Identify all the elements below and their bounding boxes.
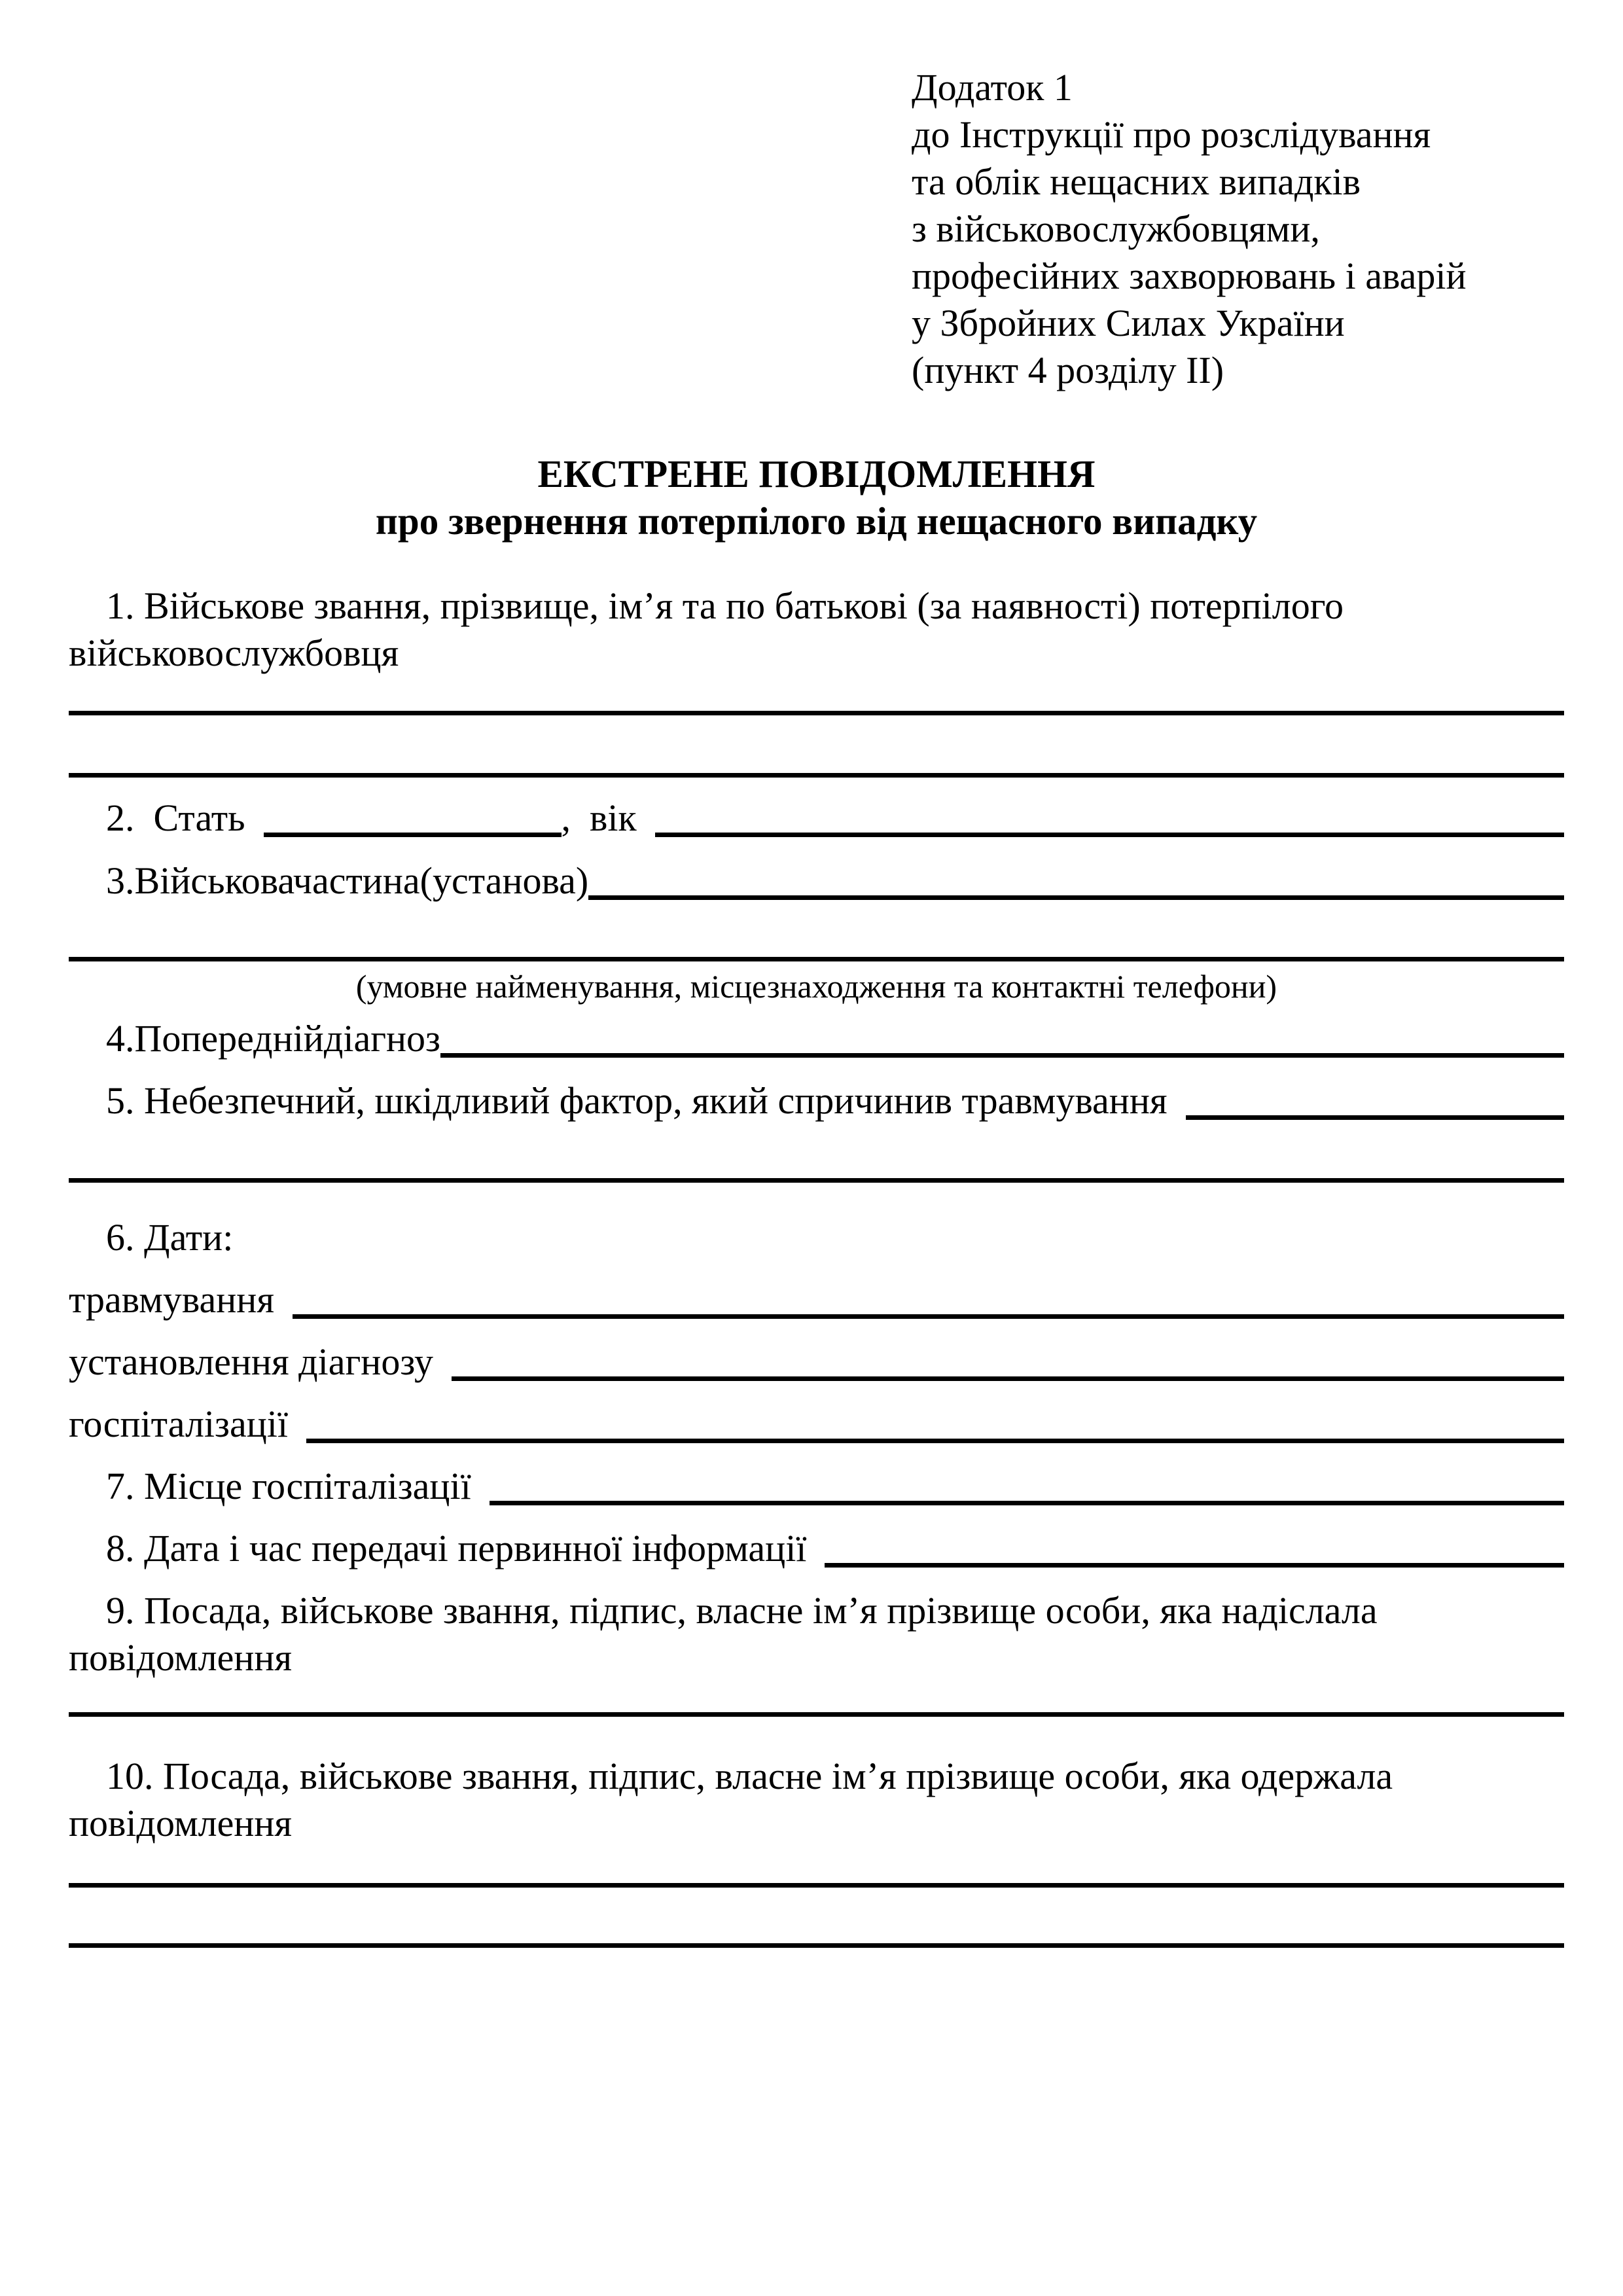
item-4-label: 4.Попереднійдіагноз <box>106 1017 440 1060</box>
item-3-blank <box>588 895 1564 900</box>
item-5-row <box>69 1077 1564 1124</box>
appendix-line: з військовослужбовцями, <box>912 207 1320 250</box>
item-2-gender-label: 2. Стать <box>106 797 245 839</box>
appendix-line: професійних захворювань і аварій <box>912 255 1467 297</box>
item-4-blank <box>440 1053 1564 1058</box>
appendix-line: до Інструкції про розслідування <box>912 113 1431 156</box>
item-5-blank <box>1186 1115 1564 1120</box>
item-3-label: 3.Військовачастина(установа) <box>106 859 589 902</box>
appendix-line: Додаток 1 <box>912 66 1073 109</box>
item-7-row <box>69 1463 1564 1510</box>
item-5-writein-line <box>69 1178 1564 1183</box>
item-10-writein-line <box>69 1943 1564 1948</box>
item-7-label: 7. Місце госпіталізації <box>106 1465 471 1507</box>
item-2-gender-blank <box>264 833 562 837</box>
item-6-injury-date-blank <box>293 1314 1564 1319</box>
item-3-writein-line <box>69 957 1564 961</box>
item-8-blank <box>825 1563 1564 1568</box>
item-6-row-diagnosis <box>69 1338 1564 1386</box>
item-6-injury-date-label: травмування <box>69 1278 275 1321</box>
form-title: ЕКСТРЕНЕ ПОВІДОМЛЕННЯ <box>537 452 1096 495</box>
item-8-row <box>69 1525 1564 1572</box>
item-5-label: 5. Небезпечний, шкідливий фактор, який спричинив травмування <box>106 1079 1168 1122</box>
form-subtitle: про звернення потерпілого від нещасного випадку <box>375 499 1258 543</box>
item-1-writein-line <box>69 711 1564 715</box>
item-9-label: 9. Посада, військове звання, підпис, власне ім’я прізвище особи, яка надіслала повідомлення <box>69 1589 1378 1679</box>
item-3-row <box>69 857 1564 905</box>
item-6-diagnosis-date-blank <box>452 1376 1564 1381</box>
appendix-line: у Збройних Силах України <box>912 302 1345 344</box>
item-9-writein-line <box>69 1712 1564 1717</box>
item-4-row <box>69 1015 1564 1062</box>
item-6-hospitalization-date-label: госпіталізації <box>69 1403 288 1445</box>
appendix-line: (пункт 4 розділу II) <box>912 349 1224 391</box>
item-8-label: 8. Дата і час передачі первинної інформації <box>106 1527 807 1570</box>
item-6-row-injury <box>69 1276 1564 1323</box>
item-2-age-label: , вік <box>561 797 637 839</box>
item-7-blank <box>490 1501 1564 1505</box>
appendix-line: та облік нещасних випадків <box>912 160 1361 203</box>
item-6-diagnosis-date-label: установлення діагнозу <box>69 1340 434 1383</box>
item-6-hospitalization-date-blank <box>306 1439 1564 1443</box>
item-2-age-blank <box>655 833 1564 837</box>
appendix-block <box>912 64 1564 394</box>
item-3-note: (умовне найменування, місцезнаходження та контактні телефони) <box>355 968 1277 1005</box>
item-10-label: 10. Посада, військове звання, підпис, власне ім’я прізвище особи, яка одержала повідомлення <box>69 1755 1393 1844</box>
item-10-writein-line <box>69 1883 1564 1888</box>
item-2-row <box>69 795 1564 842</box>
item-6-row-hospitalization <box>69 1401 1564 1448</box>
item-1-label: 1. Військове звання, прізвище, ім’я та по батькові (за наявності) потерпілого військовослужбовця <box>69 584 1344 674</box>
item-1-writein-line <box>69 773 1564 778</box>
item-6-label: 6. Дати: <box>106 1216 234 1259</box>
